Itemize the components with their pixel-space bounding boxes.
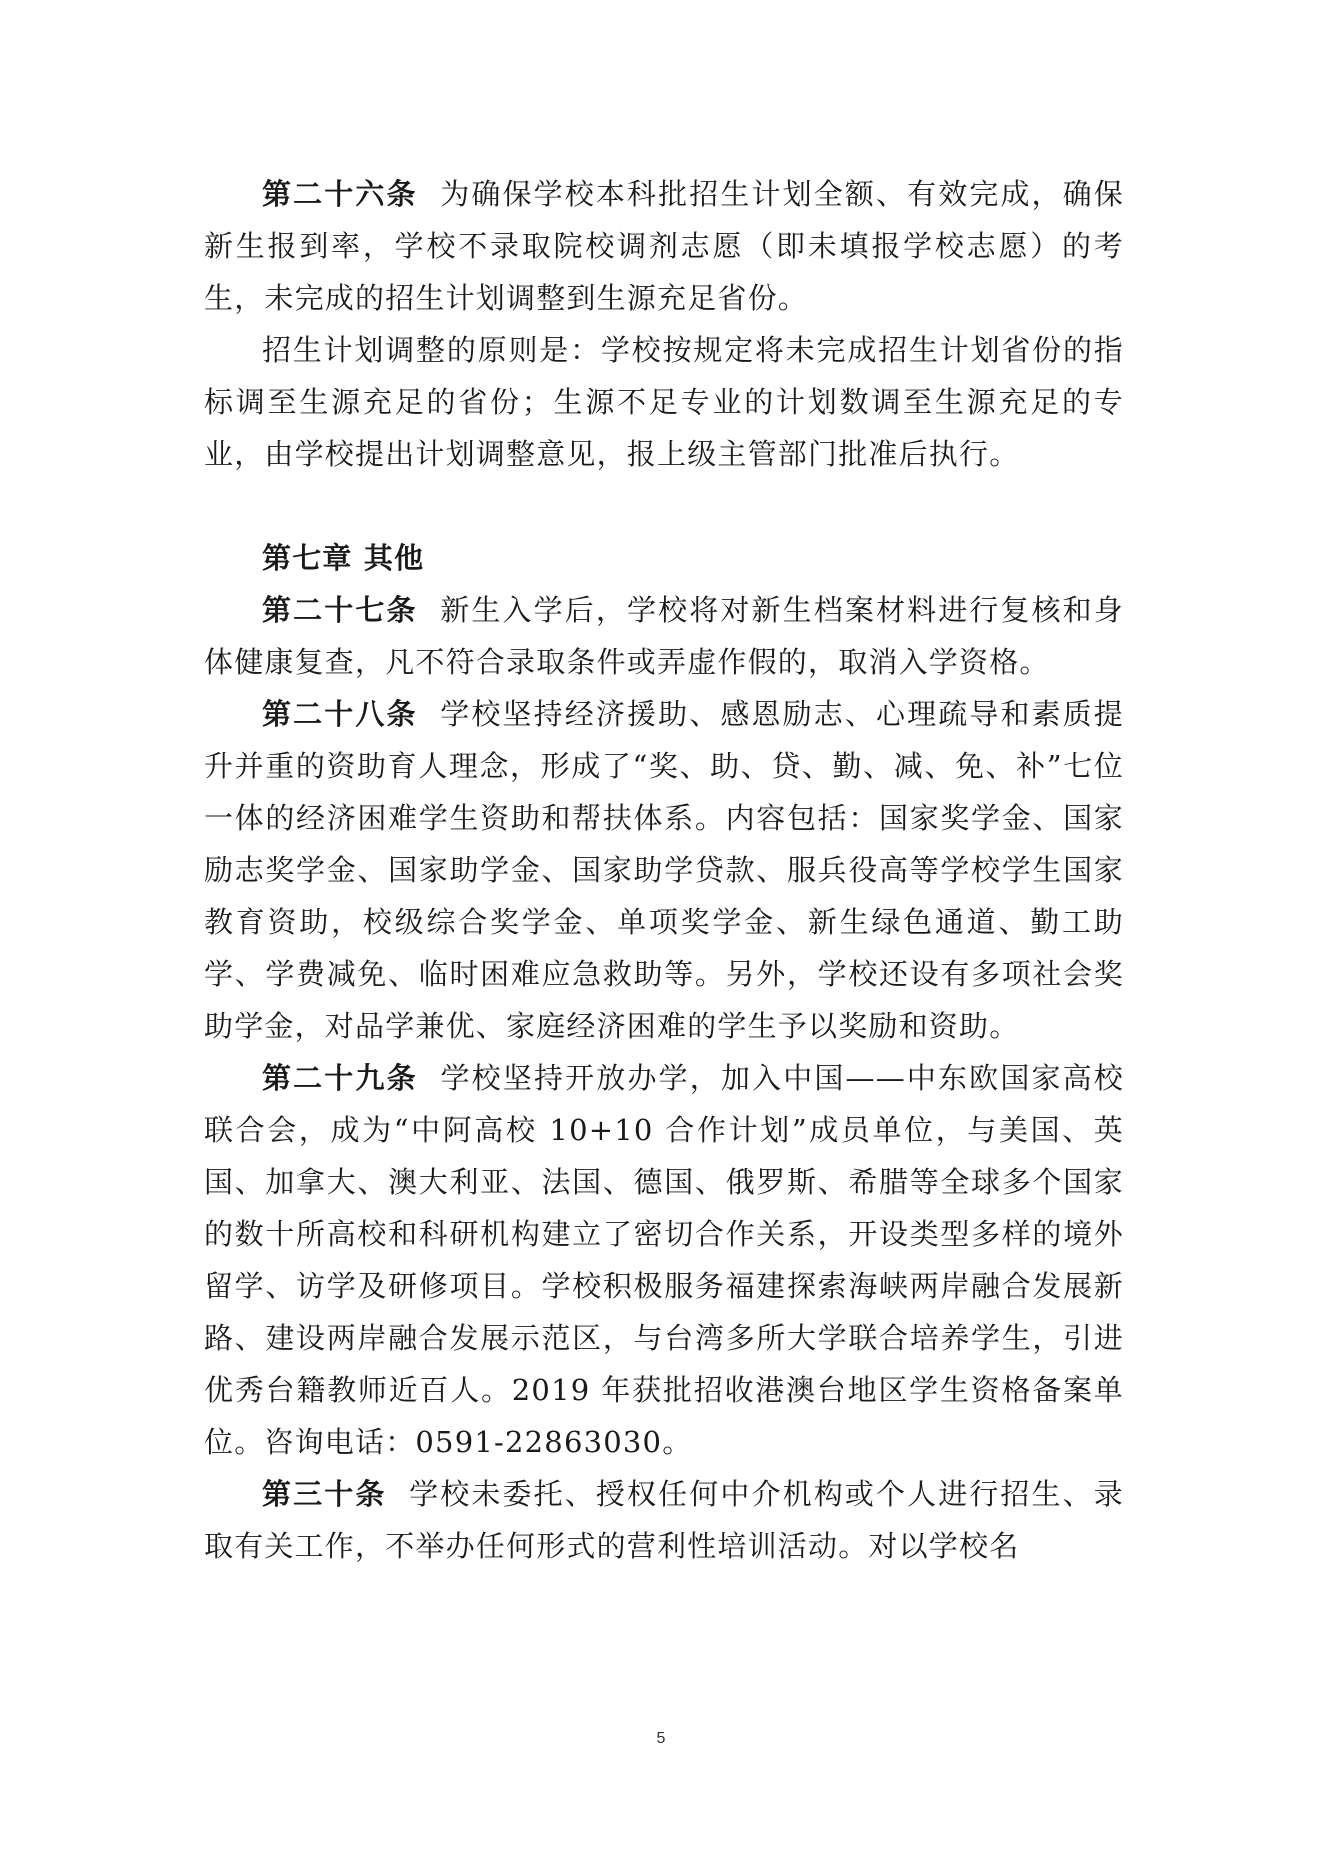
article-text: 学校坚持开放办学，加入中国——中东欧国家高校联合会，成为“中阿高校 10+10 合作计划”成员单位，与美国、英国、加拿大、澳大利亚、法国、德国、俄罗斯、希腊等全球多个国家的数十所高校和科研机构建立了密切合作关系，开设类型多样的境外留学、访学及研修项目。学校积极服务福建探索海峡两岸融合发展新路、建设两岸融合发展示范区，与台湾多所大学联合培养学生，引进优秀台籍教师近百人。2019 年获批招收港澳台地区学生资格备案单位。咨询电话：0591-22863030。 xyxy=(204,1061,1124,1459)
article-text: 学校坚持经济援助、感恩励志、心理疏导和素质提升并重的资助育人理念，形成了“奖、助、贷、勤、减、免、补”七位一体的经济困难学生资助和帮扶体系。内容包括：国家奖学金、国家励志奖学金、国家助学金、国家助学贷款、服兵役高等学校学生国家教育资助，校级综合奖学金、单项奖学金、新生绿色通道、勤工助学、学费减免、临时困难应急救助等。另外，学校还设有多项社会奖助学金，对品学兼优、家庭经济困难的学生予以奖励和资助。 xyxy=(204,697,1124,1043)
article-title: 第二十七条 xyxy=(262,593,418,627)
article-29 xyxy=(204,1052,1124,1468)
article-title: 第二十九条 xyxy=(262,1061,418,1095)
article-text: 新生入学后，学校将对新生档案材料进行复核和身体健康复查，凡不符合录取条件或弄虚作假的，取消入学资格。 xyxy=(204,593,1124,679)
article-28 xyxy=(204,688,1124,1052)
article-title: 第二十八条 xyxy=(262,697,418,731)
paragraph-plan-adjustment xyxy=(204,324,1124,480)
article-text: 为确保学校本科批招生计划全额、有效完成，确保新生报到率，学校不录取院校调剂志愿（即未填报学校志愿）的考生，未完成的招生计划调整到生源充足省份。 xyxy=(204,177,1124,315)
article-title: 第二十六条 xyxy=(262,177,418,211)
article-text: 学校未委托、授权任何中介机构或个人进行招生、录取有关工作，不举办任何形式的营利性培训活动。对以学校名 xyxy=(204,1477,1124,1563)
article-title: 第三十条 xyxy=(262,1477,387,1511)
article-26 xyxy=(204,168,1124,324)
document-body xyxy=(204,168,1124,1572)
article-30 xyxy=(204,1468,1124,1572)
article-27 xyxy=(204,584,1124,688)
chapter-heading: 第七章 其他 xyxy=(262,541,425,575)
page-number: 5 xyxy=(656,1730,666,1747)
paragraph-text: 招生计划调整的原则是：学校按规定将未完成招生计划省份的指标调至生源充足的省份；生源不足专业的计划数调至生源充足的专业，由学校提出计划调整意见，报上级主管部门批准后执行。 xyxy=(204,333,1124,471)
